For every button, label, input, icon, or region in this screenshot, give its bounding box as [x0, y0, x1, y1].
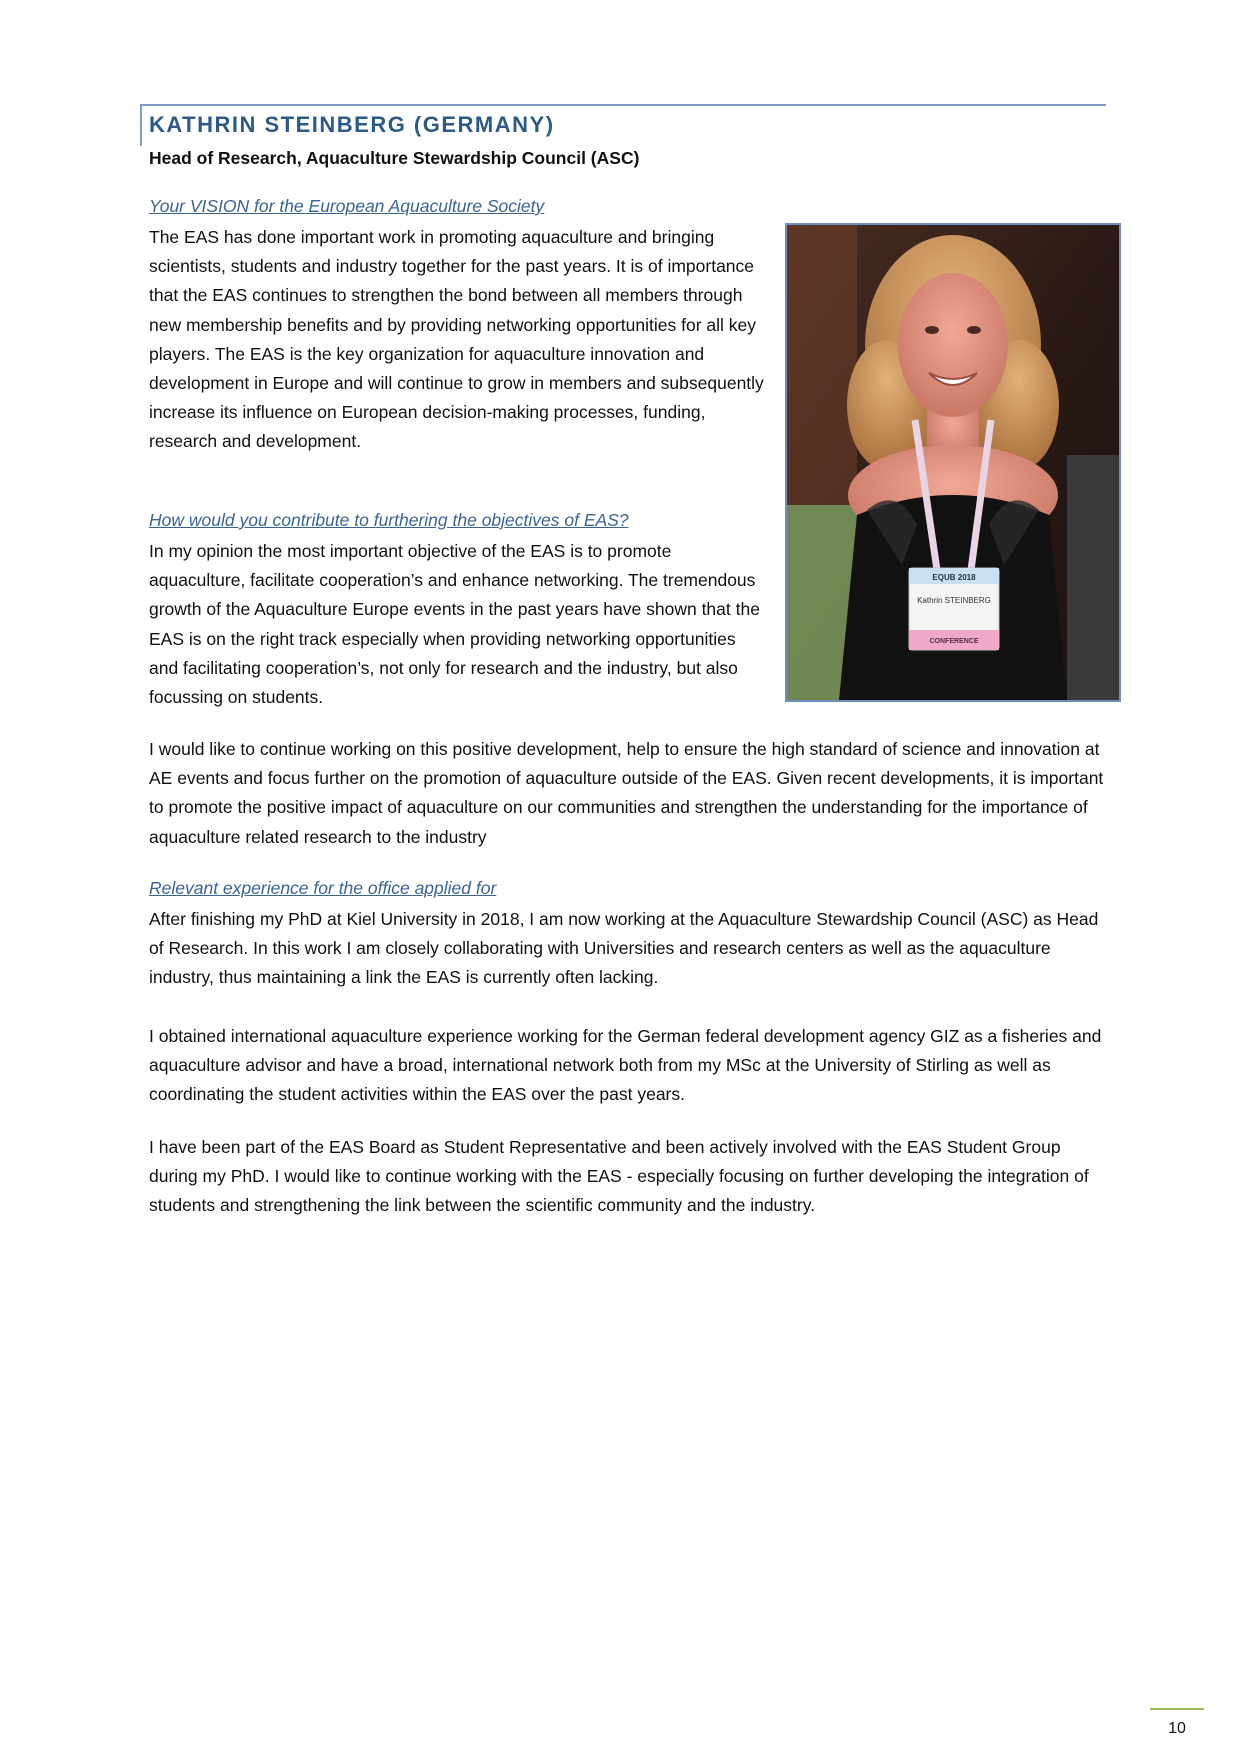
- contribution-paragraph-2: I would like to continue working on this positive development, help to ensure the high standard of science and innovation at AE events and focus further on the promotion of aquaculture outside of the EAS. Given recent developments, it is important to promote the positive impact of aquaculture on our communities and strengthen the understanding for the importance of aquaculture related research to the industry: [149, 739, 1104, 847]
- badge-event-text: EQUB 2018: [932, 573, 976, 582]
- photo-background-person-right: [1067, 455, 1119, 700]
- candidate-name-heading: KATHRIN STEINBERG (GERMANY): [149, 112, 555, 137]
- contribution-section-title: How would you contribute to furthering the objectives of EAS?: [149, 510, 629, 530]
- vision-paragraph: The EAS has done important work in promoting aquaculture and bringing scientists, students and industry together for the past years. It is of importance that the EAS continues to strengthen the bond between all members through new membership benefits and by providing networking opportunities for all key players. The EAS is the key organization for aquaculture innovation and development in Europe and will continue to grow in members and subsequently increase its influence on European decision-making processes, funding, research and development.: [149, 227, 764, 452]
- header-left-bar: [140, 104, 142, 146]
- candidate-portrait-photo: [785, 223, 1121, 702]
- header-top-rule: [140, 104, 1106, 106]
- page-number: 10: [1168, 1720, 1186, 1737]
- experience-paragraph-1: After finishing my PhD at Kiel University in 2018, I am now working at the Aquaculture Stewardship Council (ASC) as Head of Research. In this work I am closely collaborating with Universities and research centers as well as the aquaculture industry, thus maintaining a link the EAS is currently often lacking.: [149, 909, 1099, 988]
- left-eye: [925, 326, 939, 334]
- experience-section-title: Relevant experience for the office applied for: [149, 878, 497, 898]
- portrait-illustration: [787, 225, 1119, 700]
- right-eye: [967, 326, 981, 334]
- candidate-role: Head of Research, Aquaculture Stewardship Council (ASC): [149, 148, 640, 168]
- vision-section-title: Your VISION for the European Aquaculture Society: [149, 196, 545, 216]
- experience-paragraph-2: I obtained international aquaculture experience working for the German federal development agency GIZ as a fisheries and aquaculture advisor and have a broad, international network both from my MSc at the University of Stirling as well as coordinating the student activities within the EAS over the past years.: [149, 1026, 1102, 1105]
- contribution-paragraph-1: In my opinion the most important objective of the EAS is to promote aquaculture, facilitate cooperation’s and enhance networking. The tremendous growth of the Aquaculture Europe events in the past years have shown that the EAS is on the right track especially when providing networking opportunities and facilitating cooperation’s, not only for research and the industry, but also focussing on students.: [149, 541, 760, 708]
- experience-paragraph-3: I have been part of the EAS Board as Student Representative and been actively involved with the EAS Student Group during my PhD. I would like to continue working with the EAS - especially focusing on further developing the integration of students and strengthening the link between the scientific community and the industry.: [149, 1137, 1089, 1216]
- badge-footer-text: CONFERENCE: [929, 638, 979, 645]
- footer-rule: [1150, 1708, 1204, 1710]
- face-shape: [898, 273, 1008, 417]
- badge-name-text: Kathrin STEINBERG: [917, 596, 991, 605]
